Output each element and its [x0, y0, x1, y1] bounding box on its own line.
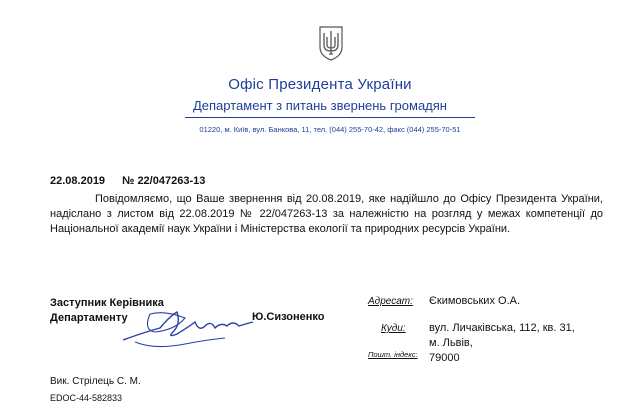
where-city: м. Львів, [429, 337, 473, 349]
org-address: 01220, м. Київ, вул. Банкова, 11, тел. (044) 255-70-42, факс (044) 255-70-51 [199, 125, 461, 134]
department-name: Департамент з питань звернень громадян [192, 98, 447, 113]
trident-coat-of-arms-icon [318, 25, 344, 61]
reference-number: № 22/047263-13 [122, 175, 206, 187]
signatory-name: Ю.Сизоненко [252, 311, 325, 323]
where-street: вул. Личаківська, 112, кв. 31, [429, 322, 575, 334]
handwritten-signature-icon [115, 302, 265, 354]
addressee-value: Єкимовських О.А. [429, 295, 521, 307]
postal-index-label: Пошт. індекс: [368, 350, 418, 359]
reference-date: 22.08.2019 [50, 175, 106, 187]
letter-body-text: Повідомляємо, що Ваше звернення від 20.08.2019, яке надійшло до Офісу Президента України, надіслано з листом від 22.08.2019 № 22/047263-13 за належністю на розгляд у межах компетенції до Національної академії наук України і Міністерства екології та природних ресурсів України. [50, 193, 603, 235]
signatory-position-line1: Заступник Керівника [50, 297, 164, 309]
edoc-number: EDOC-44-582833 [50, 393, 123, 403]
postal-index-value: 79000 [429, 352, 460, 364]
letter-body [50, 192, 603, 237]
executor-note: Вик. Стрілець С. М. [50, 376, 141, 387]
addressee-label: Адресат: [368, 296, 413, 307]
org-title: Офіс Президента України [228, 76, 412, 93]
where-label: Куди: [381, 323, 406, 334]
signatory-position-line2: Департаменту [50, 312, 128, 324]
reference-line [50, 175, 205, 187]
header-divider [185, 117, 475, 118]
